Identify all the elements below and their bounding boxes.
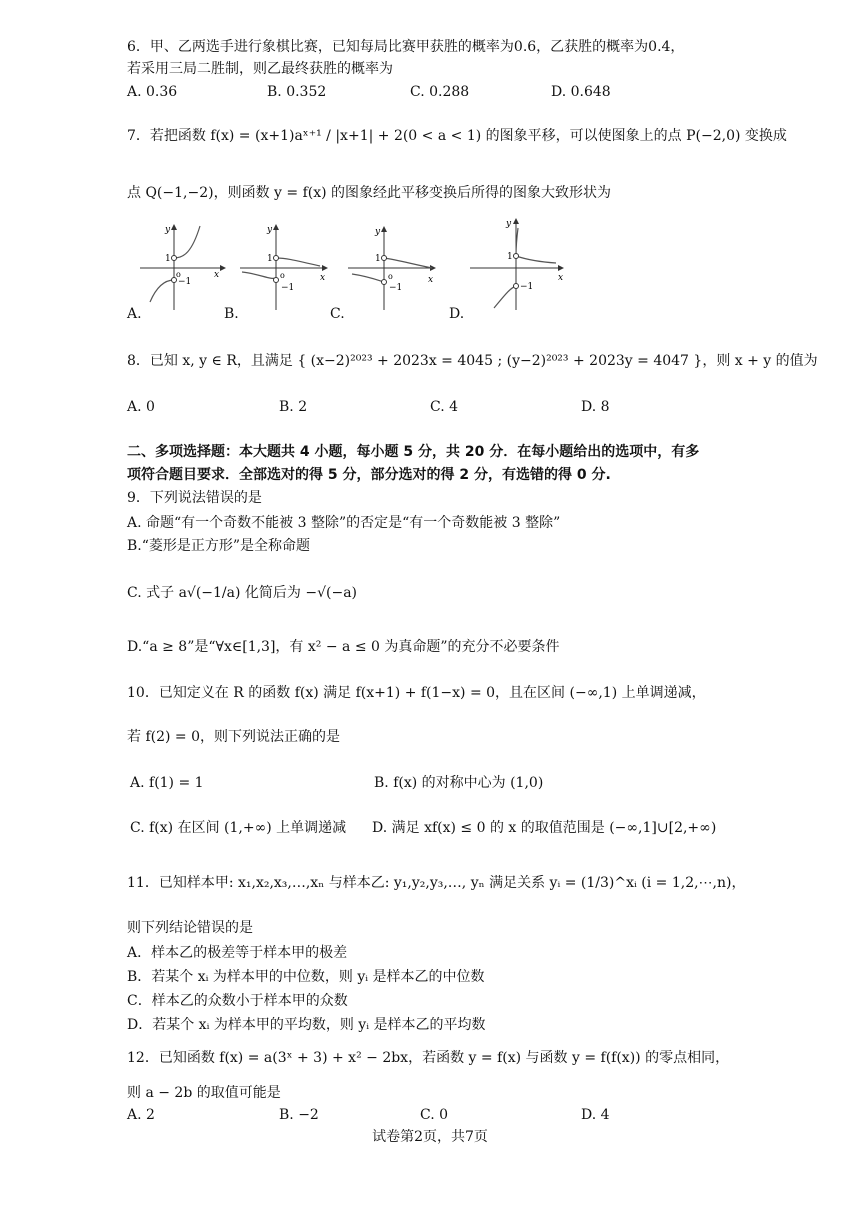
q10-option-a: A. f(1) = 1 — [130, 775, 204, 791]
q9-option-a: A. 命题“有一个奇数不能被 3 整除”的否定是“有一个奇数能被 3 整除” — [127, 515, 561, 531]
graph-c-y-label: y — [375, 227, 381, 237]
graph-d-y-label: y — [506, 219, 512, 229]
q8-line1: 8．已知 x, y ∈ R，且满足 { (x−2)²⁰²³ + 2023x = 4045 ; (y−2)²⁰²³ + 2023y = 4047 }，则 x + y 的值为 — [127, 353, 818, 369]
graph-b-tick-m1: −1 — [281, 283, 295, 293]
q10-line2: 若 f(2) = 0，则下列说法正确的是 — [127, 729, 341, 745]
graph-d-x-label: x — [558, 273, 564, 283]
q6-option-c: C. 0.288 — [410, 84, 470, 100]
q12-option-c: C. 0 — [420, 1107, 449, 1123]
q12-option-a: A. 2 — [127, 1107, 155, 1123]
q10-line1: 10．已知定义在 R 的函数 f(x) 满足 f(x+1) + f(1−x) = 0，且在区间 (−∞,1) 上单调递减， — [127, 685, 706, 701]
q11-line1: 11．已知样本甲: x₁,x₂,x₃,…,xₙ 与样本乙: y₁,y₂,y₃,…, yₙ 满足关系 yᵢ = (1/3)^xᵢ (i = 1,2,⋯,n)， — [127, 875, 746, 891]
q9-option-c: C. 式子 a√(−1/a) 化简后为 −√(−a) — [127, 585, 358, 601]
graph-b-x-label: x — [320, 273, 326, 283]
graph-a-y-label: y — [165, 225, 171, 235]
graph-c-x-label: x — [428, 275, 434, 285]
graph-b-tick-1: 1 — [267, 254, 273, 264]
q8-option-b: B. 2 — [279, 399, 308, 415]
q12-option-d: D. 4 — [581, 1107, 610, 1123]
q7-graph-d — [470, 214, 574, 312]
section2-line2: 项符合题目要求．全部选对的得 5 分，部分选对的得 2 分，有选错的得 0 分. — [127, 467, 611, 483]
q11-option-c: C．样本乙的众数小于样本甲的众数 — [127, 993, 348, 1009]
q7-graph-label-d: D. — [449, 306, 465, 322]
q8-option-d: D. 8 — [581, 399, 610, 415]
q7-graph-a — [140, 222, 232, 312]
q7-line2: 点 Q(−1,−2)，则函数 y = f(x) 的图象经此平移变换后所得的图象大致形状为 — [127, 185, 612, 201]
graph-b-y-label: y — [267, 225, 273, 235]
graph-a-tick-1: 1 — [165, 254, 171, 264]
q7-graph-label-a: A. — [127, 306, 142, 322]
graph-b-origin: o — [280, 271, 285, 280]
graph-d-tick-1: 1 — [507, 252, 513, 262]
q11-line2: 则下列结论错误的是 — [127, 920, 253, 936]
q6-line1: 6．甲、乙两选手进行象棋比赛，已知每局比赛甲获胜的概率为0.6，乙获胜的概率为0.4， — [127, 39, 685, 55]
q7-graph-label-b: B. — [224, 306, 239, 322]
q6-option-a: A. 0.36 — [127, 84, 178, 100]
graph-c-origin: o — [388, 272, 393, 281]
q11-option-d: D．若某个 xᵢ 为样本甲的平均数，则 yᵢ 是样本乙的平均数 — [127, 1017, 486, 1033]
q9-stem: 9．下列说法错误的是 — [127, 490, 262, 506]
q7-graph-b — [240, 222, 340, 312]
q10-option-d: D. 满足 xf(x) ≤ 0 的 x 的取值范围是 (−∞,1]∪[2,+∞) — [372, 820, 717, 836]
q7-graph-c — [348, 222, 448, 312]
graph-a-tick-m1: −1 — [178, 277, 192, 287]
q9-option-b: B.“菱形是正方形”是全称命题 — [127, 538, 311, 554]
q6-option-b: B. 0.352 — [267, 84, 327, 100]
graph-a-origin: o — [176, 270, 181, 279]
q6-line2: 若采用三局二胜制，则乙最终获胜的概率为 — [127, 61, 393, 77]
q6-option-d: D. 0.648 — [551, 84, 611, 100]
q7-graph-label-c: C. — [330, 306, 345, 322]
page-footer: 试卷第2页，共7页 — [372, 1129, 488, 1145]
section2-line1: 二、多项选择题：本大题共 4 小题，每小题 5 分，共 20 分．在每小题给出的选项中，有多 — [127, 444, 700, 460]
q7-line1: 7．若把函数 f(x) = (x+1)aˣ⁺¹ / |x+1| + 2(0 < a < 1) 的图象平移，可以使图象上的点 P(−2,0) 变换成 — [127, 128, 787, 144]
graph-c-tick-1: 1 — [375, 254, 381, 264]
q9-option-d: D.“a ≥ 8”是“∀x∈[1,3]，有 x² − a ≤ 0 为真命题”的充分不必要条件 — [127, 639, 560, 655]
q12-line1: 12．已知函数 f(x) = a(3ˣ + 3) + x² − 2bx，若函数 y = f(x) 与函数 y = f(f(x)) 的零点相同， — [127, 1050, 730, 1066]
graph-a-x-label: x — [214, 270, 220, 280]
graph-c-tick-m1: −1 — [389, 283, 403, 293]
graph-d-tick-m1: −1 — [520, 282, 534, 292]
q12-option-b: B. −2 — [279, 1107, 319, 1123]
q10-option-b: B. f(x) 的对称中心为 (1,0) — [374, 775, 544, 791]
q11-option-a: A．样本乙的极差等于样本甲的极差 — [127, 945, 348, 961]
q10-option-c: C. f(x) 在区间 (1,+∞) 上单调递减 — [130, 820, 347, 836]
q11-option-b: B．若某个 xᵢ 为样本甲的中位数，则 yᵢ 是样本乙的中位数 — [127, 969, 485, 985]
q12-line2: 则 a − 2b 的取值可能是 — [127, 1085, 281, 1101]
q8-option-c: C. 4 — [430, 399, 459, 415]
q8-option-a: A. 0 — [127, 399, 155, 415]
